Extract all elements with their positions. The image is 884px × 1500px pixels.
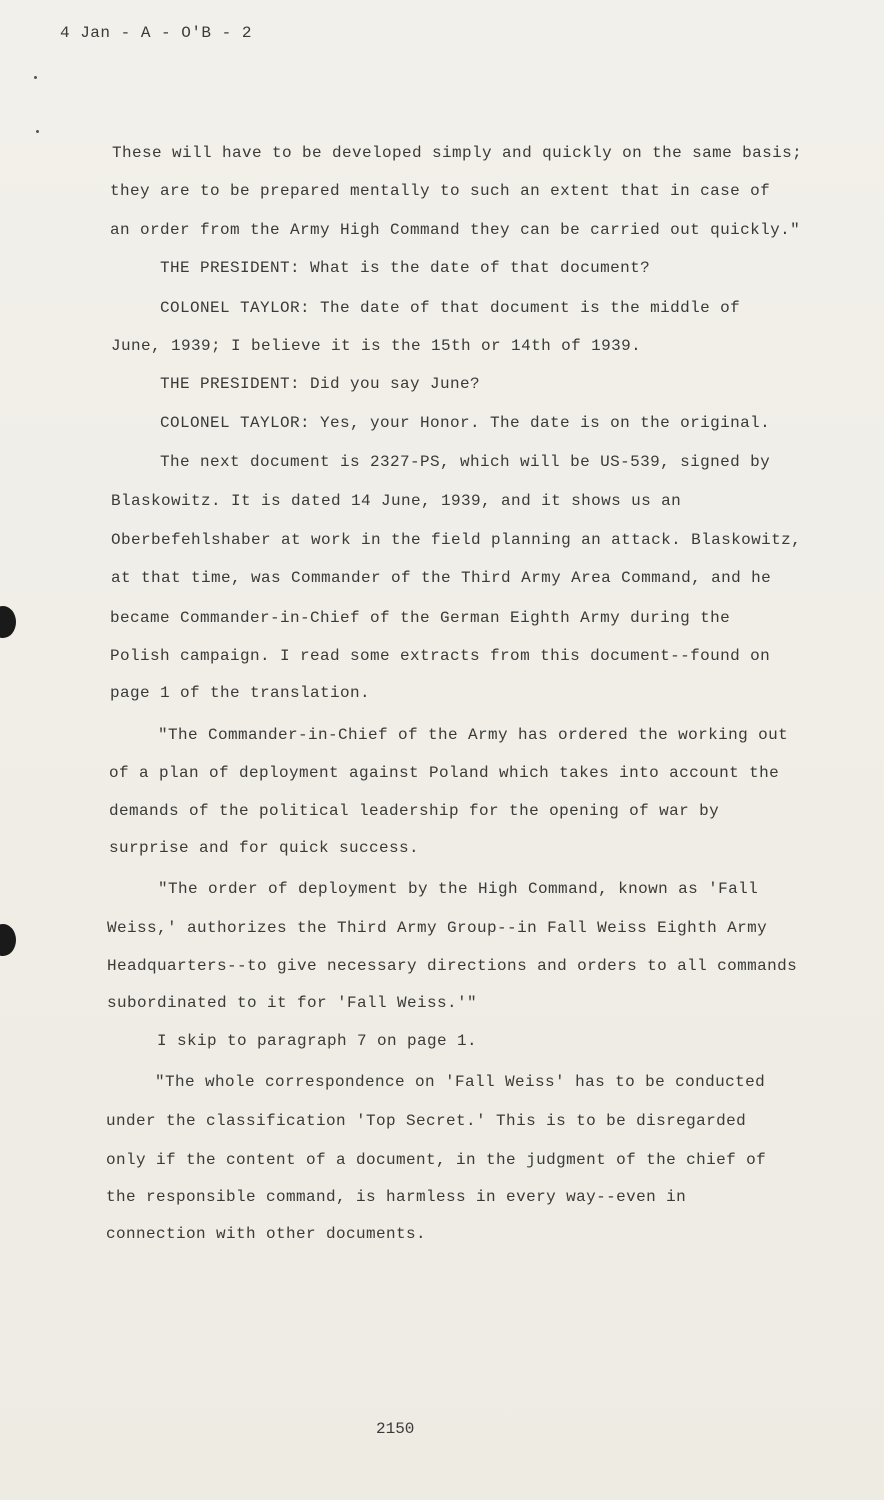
speaker-line: THE PRESIDENT: What is the date of that document? bbox=[160, 259, 651, 277]
quote-line: under the classification 'Top Secret.' This is to be disregarded bbox=[106, 1112, 747, 1130]
quote-line: of a plan of deployment against Poland which takes into account the bbox=[109, 764, 780, 782]
text-line: I skip to paragraph 7 on page 1. bbox=[157, 1032, 478, 1050]
quote-line: subordinated to it for 'Fall Weiss.'" bbox=[107, 994, 478, 1012]
quote-line: only if the content of a document, in the judgment of the chief of bbox=[106, 1151, 767, 1169]
quote-line: "The whole correspondence on 'Fall Weiss' has to be conducted bbox=[155, 1073, 766, 1091]
quote-line: connection with other documents. bbox=[106, 1225, 427, 1243]
binder-hole-bottom bbox=[0, 924, 16, 956]
quote-line: "The order of deployment by the High Command, known as 'Fall bbox=[158, 880, 759, 898]
text-line: they are to be prepared mentally to such an extent that in case of bbox=[110, 182, 771, 200]
quote-line: "The Commander-in-Chief of the Army has ordered the working out bbox=[158, 726, 789, 744]
quote-line: the responsible command, is harmless in every way--even in bbox=[106, 1188, 687, 1206]
text-line: Oberbefehlshaber at work in the field planning an attack. Blaskowitz, bbox=[111, 531, 802, 549]
quote-line: demands of the political leadership for the opening of war by bbox=[109, 802, 720, 820]
text-line: at that time, was Commander of the Third Army Area Command, and he bbox=[111, 569, 772, 587]
speaker-line: THE PRESIDENT: Did you say June? bbox=[160, 375, 481, 393]
text-line: an order from the Army High Command they can be carried out quickly." bbox=[110, 221, 801, 239]
text-line: page 1 of the translation. bbox=[110, 684, 371, 702]
binder-hole-top bbox=[0, 606, 16, 638]
text-line: June, 1939; I believe it is the 15th or 14th of 1939. bbox=[111, 337, 642, 355]
document-code: 4 Jan - A - O'B - 2 bbox=[60, 24, 252, 42]
paper-speck bbox=[36, 130, 39, 133]
text-line: The next document is 2327-PS, which will be US-539, signed by bbox=[160, 453, 771, 471]
speaker-line: COLONEL TAYLOR: Yes, your Honor. The date is on the original. bbox=[160, 414, 771, 432]
speaker-line: COLONEL TAYLOR: The date of that document is the middle of bbox=[160, 299, 741, 317]
text-line: became Commander-in-Chief of the German Eighth Army during the bbox=[110, 609, 731, 627]
text-line: Polish campaign. I read some extracts from this document--found on bbox=[110, 647, 771, 665]
quote-line: surprise and for quick success. bbox=[109, 839, 420, 857]
text-line: Blaskowitz. It is dated 14 June, 1939, and it shows us an bbox=[111, 492, 682, 510]
quote-line: Headquarters--to give necessary directions and orders to all commands bbox=[107, 957, 798, 975]
paper-speck bbox=[34, 76, 37, 79]
text-line: These will have to be developed simply and quickly on the same basis; bbox=[112, 144, 803, 162]
page-number: 2150 bbox=[376, 1420, 415, 1438]
quote-line: Weiss,' authorizes the Third Army Group--in Fall Weiss Eighth Army bbox=[107, 919, 768, 937]
